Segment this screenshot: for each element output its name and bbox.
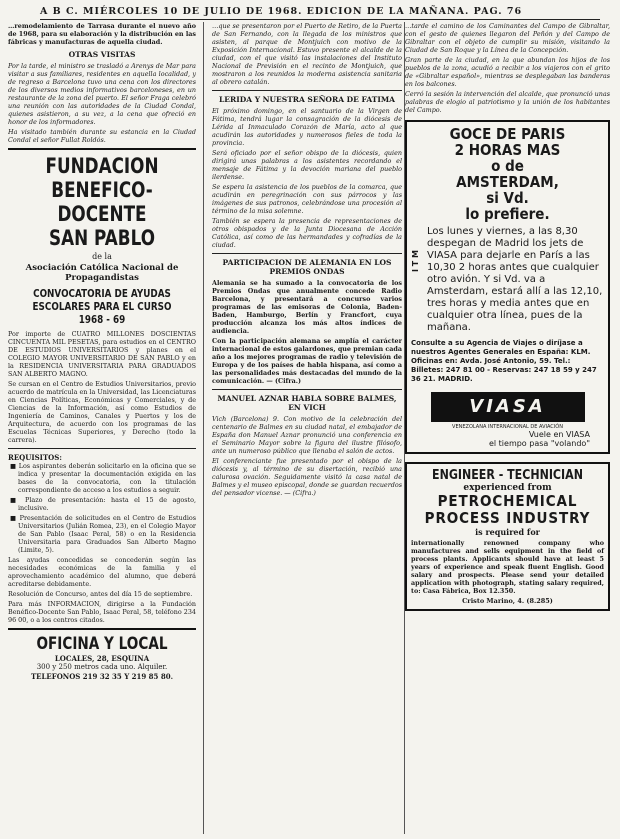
paragraph: Se espera la asistencia de los pueblos de la comarca, que acudirán en peregrinación con sus párrocos y las imágenes de sus patronos, celebrándose una procesión al término de la misa solemne. [212,183,402,215]
heading-manuel-aznar: MANUEL AZNAR HABLA SOBRE BALMES, EN VICH [217,394,397,412]
engineer-ad [405,462,610,611]
oficina-phones: TELEFONOS 219 32 35 Y 219 85 80. [30,672,174,681]
paragraph: El próximo domingo, en el santuario de la Virgen de Fátima, tendrá lugar la consagración de la diócesis de Lérida al Inmaculado Corazón de María, acto al que acudirán las autoridades y numerosos fieles de toda la provincia. [212,107,402,147]
divider [8,628,196,630]
de-la: de la [92,252,112,261]
column-middle [212,22,402,834]
subheading-otras-visitas: OTRAS VISITAS [68,50,136,59]
oficina-ad [8,634,196,681]
article-continuation: …remodelamiento de Tarrasa durante el nuevo año de 1968, para su elaboración y la distribución en las fábricas y manufacturas de aquella ciudad. [8,22,196,46]
requisitos-heading: REQUISITOS: [8,453,62,462]
asociacion-name: Asociación Católica Nacional de Propagandistas [25,263,179,283]
heading-alemania: PARTICIPACION DE ALEMANIA EN LOS PREMIOS ONDAS [222,258,392,276]
engineer-title: ENGINEER - TECHNICIAN [432,468,583,483]
column-rule [203,22,204,834]
list-item: ■ Los aspirantes deberán solicitarlo en la oficina que se indica y presentar la documentación exigida en las bases de la convocatoria, con la titulación correspondiente de acceso a los estudios a seguir. [10,462,196,494]
paragraph: Las ayudas concedidas se concederán según las necesidades económicas de la familia y el aprovechamiento académico del alumno, que deberá acreditarse debidamente. [8,556,196,588]
paragraph: Gran parte de la ciudad, en la que abundan los hijos de los pueblos de la zona, acudió a recibir a los viajeros con el grito de «Gibraltar español», mientras se desplegaban las banderas en los balcones. [405,56,610,88]
slogan: Vuele en VIASA [528,430,590,439]
divider [212,389,402,390]
ad-headline: AMSTERDAM, [456,173,559,191]
oficina-address: LOCALES, 28, ESQUINA [54,654,150,663]
paragraph: El conferenciante fue presentado por el obispo de la diócesis y, al término de su disertación, recibió una calurosa ovación. Seguidamente visitó la casa natal de Balmes y el museo episcopal, donde se guardan recuerdos del pensador vicense. — (Cifra.) [212,457,402,497]
paragraph: Se cursan en el Centro de Estudios Universitarios, previo acuerdo de matrícula en la Universidad, las Licenciaturas en Ciencias Políticas, Económicas y Comerciales, y de Ciencias de la Información, así como Estudios de Ingeniería de Caminos, Canales y Puertos y los de Arquitectura, de acuerdo con los programas de las Escuelas Técnicas Superiores, y Derecho (todo la carrera). [8,380,196,444]
divider [8,148,196,150]
paragraph: Será oficiado por el señor obispo de la diócesis, quien dirigirá unas palabras a los asistentes recordando el mensaje de Fátima y la devoción mariana del pueblo ilerdense. [212,149,402,181]
paragraph: Alemania se ha sumado a la convocatoria de los Premios Ondas que anualmente concede Radio Barcelona, y presentará a concurso varios programas de las emisoras de Colonia, Baden-Baden, Hamburgo, Berlín y Francfort, cuya producción alcanza los más altos índices de audiencia. [212,279,402,335]
required-for: is required for [475,527,540,537]
paragraph: Por importe de CUATRO MILLONES DOSCIENTAS CINCUENTA MIL PESETAS, para estudios en el CENTRO DE ESTUDIOS UNIVERSITARIOS y planes en el COLEGIO MAYOR UNIVERSITARIO DE SAN PABLO y en la RESIDENCIA UNIVERSITARIA PARA GRADUADOS SAN ALBERTO MAGNO. [8,330,196,378]
paragraph: Para más INFORMACION, dirigirse a la Fundación Benéfico-Docente San Pablo, Isaac Peral, 58, teléfono 234 96 00, o a los centros citados. [8,600,196,624]
petrochemical-title: PETROCHEMICAL [437,492,578,510]
process-industry-title: PROCESS INDUSTRY [424,509,591,527]
fundacion-title-line: FUNDACION [45,154,159,178]
requisito-text: Los aspirantes deberán solicitarlo en la oficina que se indica y presentar la documentación exigida en las bases de la convocatoria, con la titulación correspondiente de acceso a los estudios a seguir. [18,462,196,494]
paragraph: internationally renowned company who manufactures and sells equipment in the field of process plants. Applicants should have at least 5 years of experience and speak fluent English. Good salary and prospects. Please send your detailed application with photograph, stating salary required, to: Casa Fábrica, Box 12.350. [411,539,604,595]
paragraph: Por la tarde, el ministro se trasladó a Arenys de Mar para visitar a sus familiares, residentes en aquella localidad, y de regreso a Barcelona tuvo una cena con los directores de los diversos medios informativos barceloneses, en un restaurante de la zona del puerto. El señor Fraga celebró una reunión con las autoridades de la Ciudad Condal, quienes asistieron, a su vez, a la cena que ofreció en honor de los informadores. [8,62,196,126]
convocatoria-title: CONVOCATORIA DE AYUDAS ESCOLARES PARA EL CURSO 1968 - 69 [32,287,172,326]
paragraph: Cerró la sesión la intervención del alcalde, que pronunció unas palabras de elogio al patriotismo y la unión de los habitantes del Campo. [405,90,610,114]
paragraph: Vich (Barcelona) 9. Con motivo de la celebración del centenario de Balmes en su ciudad natal, el embajador de España don Manuel Aznar pronunció una conferencia en el Seminario Mayor sobre la figura del ilustre filósofo, ante un numeroso público que llenaba el salón de actos. [212,415,402,455]
heading-lerida: LERIDA Y NUESTRA SEÑORA DE FATIMA [219,95,395,104]
fundacion-ad [8,154,196,624]
ad-headline: lo prefiere. [465,205,550,223]
ad-contact: Consulte a su Agencia de Viajes o diríjase a nuestros Agentes Generales en España: KLM. Oficinas en: Avda. José Antonio, 59. Tel.: Billetes: 247 81 00 - Reservas: 247 18 59 y 247 36 21. MADRID. [411,339,597,383]
fundacion-title-line: SAN PABLO [48,226,155,250]
oficina-title: OFICINA Y LOCAL [36,634,168,654]
logo-subtitle: VENEZOLANA INTERNACIONAL DE AVIACIÓN [452,424,563,430]
paragraph: …que se presentaron por el Puerto de Retiro, de la Puerta de San Fernando, con la llegada de los ministros que asisten, al parque de Montjuich con motivo de la Exposición Internacional. Estuvo presente el alcalde de la ciudad, con el que visitó las instalaciones del Instituto Nacional de Previsión en el recinto de Montjuich, que mostraron a los reunidos la moderna asistencia sanitaria al obrero catalán. [212,22,402,86]
requisito-text: Plazo de presentación: hasta el 15 de agosto, inclusive. [18,496,196,512]
ad-side-label: I T M [411,250,420,272]
paragraph: Ha visitado también durante su estancia en la Ciudad Condal el señor Fullat Roldós. [8,128,196,144]
fundacion-title-line: BENEFICO-DOCENTE [51,178,153,226]
divider [8,448,196,449]
page-header: A B C. MIÉRCOLES 10 DE JULIO DE 1968. EDICION DE LA MAÑANA. PAG. 76 [40,6,600,20]
column-right [405,22,610,834]
paragraph: Resolución de Concurso, antes del día 15 de septiembre. [8,590,193,598]
engineer-footer: Cristo Marino, 4. (8.285) [462,597,553,605]
viasa-logo: VIASA [431,392,585,422]
list-item: ■ Presentación de solicitudes en el Centro de Estudios Universitarios (Julián Romea, 23), en el Colegio Mayor de San Pablo (Isaac Peral, 58) o en la Residencia Universitaria para Graduados San Alberto Magno (Limite, 5). [10,514,196,554]
column-left [8,22,196,834]
oficina-size: 300 y 250 metros cada uno. Alquiler. [36,663,168,671]
experienced-from: experienced from [463,483,552,493]
ad-headline: GOCE DE PARIS [449,125,566,143]
ad-headline: o de [491,157,524,175]
viasa-ad [405,120,610,454]
paragraph: …tarde el camino de los Caminantes del Campo de Gibraltar, con el gesto de quienes llegaron del Peñón y del Campo de Gibraltar con el objeto de cumplir su misión, visitando la Ciudad de San Roque y la Línea de la Concepción. [405,22,610,54]
slogan: el tiempo pasa "volando" [488,439,590,448]
ad-headline: si Vd. [486,189,529,207]
requisito-text: Presentación de solicitudes en el Centro de Estudios Universitarios (Julián Romea, 23), en el Colegio Mayor de San Pablo (Isaac Peral, 58) o en la Residencia Universitaria para Graduados San Alberto Magno (Limite, 5). [18,514,196,554]
paragraph: También se espera la presencia de representaciones de otros obispados y de la Junta Diocesana de Acción Católica, así como de las hermandades y cofradías de la ciudad. [212,217,402,249]
ad-body: Los lunes y viernes, a las 8,30 despegan de Madrid los jets de VIASA para dejarle en París a las 10,30 2 horas antes que cualquier otro avión. Y si Vd. va a Amsterdam, estará allí a las 12,10, tres horas y media antes que en cualquier otra línea, pues de la mañana. [427,226,603,333]
divider [212,253,402,254]
ad-headline: 2 HORAS MAS [454,141,561,159]
divider [212,90,402,91]
list-item: ■ Plazo de presentación: hasta el 15 de agosto, inclusive. [10,496,196,512]
paragraph: Con la participación alemana se amplía el carácter internacional de estos galardones, que premian cada año a los mejores programas de radio y televisión de Europa y de los países de habla hispana, así como a las personalidades más destacadas del mundo de la comunicación. — (Cifra.) [212,337,402,385]
